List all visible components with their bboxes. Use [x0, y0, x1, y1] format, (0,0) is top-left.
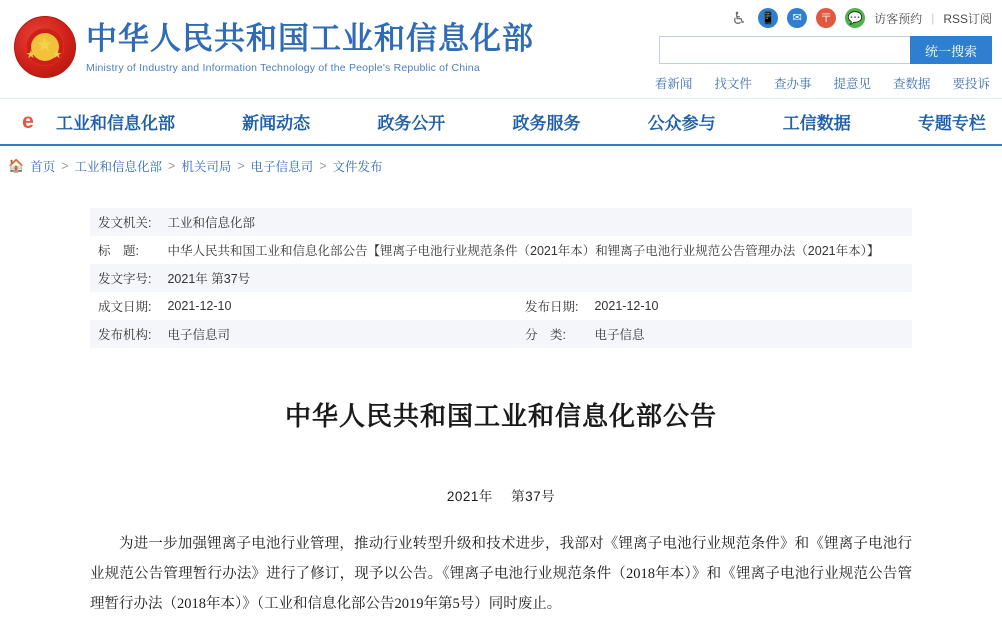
table-row: [90, 320, 912, 348]
search-input[interactable]: [659, 36, 910, 64]
utility-bar: [729, 8, 992, 28]
nav-item-government-disclosure[interactable]: 政务公开: [377, 114, 446, 133]
document-container: [0, 208, 1002, 619]
meta-value-issuer: 工业和信息化部: [167, 216, 255, 230]
quick-links: [655, 74, 990, 92]
mobile-phone-icon[interactable]: 📱: [758, 8, 778, 28]
quick-link-files[interactable]: 找文件: [714, 77, 752, 91]
meta-label-publish-date: 发布日期:: [524, 300, 579, 314]
breadcrumb-item-current: 文件发布: [332, 159, 383, 174]
site-title: [86, 21, 534, 74]
document-number: 2021年 第37号: [446, 489, 556, 504]
nav-item-special-topics[interactable]: 专题专栏: [917, 114, 986, 133]
search-button[interactable]: 统一搜索: [910, 36, 992, 64]
breadcrumb: [0, 146, 1002, 186]
table-row: [90, 208, 912, 236]
document-paragraph: 为进一步加强锂离子电池行业管理，推动行业转型升级和技术进步，我部对《锂离子电池行业规范条件》和《锂离子电池行业规范公告管理暂行办法》进行了修订，现予以公告。《锂离子电池行业规范条件（2018年本）》和《锂离子电池行业规范公告管理暂行办法（2018年本）》（工业和信息化部公告2019年第5号）同时废止。: [90, 536, 912, 612]
nav-item-ministry[interactable]: 工业和信息化部: [56, 114, 175, 133]
page-title: 中华人民共和国工业和信息化部公告: [284, 401, 717, 431]
visitor-booking-link[interactable]: 访客预约: [874, 11, 923, 26]
nav-item-public-participation[interactable]: 公众参与: [647, 114, 716, 133]
breadcrumb-item-ministry[interactable]: 工业和信息化部: [74, 159, 163, 174]
breadcrumb-item-electronic-info[interactable]: 电子信息司: [250, 159, 314, 174]
document-meta-table: [90, 208, 912, 348]
quick-link-news[interactable]: 看新闻: [654, 77, 693, 91]
mail-icon[interactable]: ✉: [787, 8, 807, 28]
document-body: [90, 529, 912, 619]
quick-link-services[interactable]: 查办事: [773, 77, 812, 91]
table-row: [90, 264, 912, 292]
nav-item-government-services[interactable]: 政务服务: [512, 114, 581, 133]
meta-label-issuer: 发文机关:: [98, 216, 152, 230]
rss-link[interactable]: RSS订阅: [943, 11, 992, 26]
home-icon: 🏠: [8, 157, 25, 173]
breadcrumb-separator: >: [319, 158, 327, 173]
meta-value-title: 中华人民共和国工业和信息化部公告【锂离子电池行业规范条件（2021年本）和锂离子电池行业规范公告管理办法（2021年本）】: [167, 244, 880, 258]
nav-item-industry-data[interactable]: 工信数据: [782, 114, 851, 133]
quick-link-complaint[interactable]: 要投诉: [952, 77, 990, 91]
meta-label-title: 标 题:: [98, 244, 139, 258]
meta-label-category: 分 类:: [524, 328, 566, 342]
search-form: [659, 36, 992, 64]
site-title-cn: 中华人民共和国工业和信息化部: [86, 21, 534, 56]
breadcrumb-item-home[interactable]: 首页: [30, 159, 56, 174]
quick-link-data[interactable]: 查数据: [892, 77, 931, 91]
breadcrumb-item-departments[interactable]: 机关司局: [181, 159, 232, 174]
table-row: [90, 292, 912, 320]
meta-label-written-date: 成文日期:: [98, 300, 152, 314]
meta-label-docnumber: 发文字号:: [98, 272, 152, 286]
weibo-icon[interactable]: 〒: [816, 8, 836, 28]
national-emblem-icon: ★ ★ ★: [14, 16, 76, 78]
table-row: [90, 236, 912, 264]
meta-value-written-date: 2021-12-10: [167, 299, 232, 313]
utility-separator: |: [931, 11, 935, 25]
meta-value-publish-date: 2021-12-10: [594, 299, 659, 313]
site-title-en: Ministry of Industry and Information Technology of the People's Republic of China: [86, 62, 480, 74]
meta-value-docnumber: 2021年 第37号: [167, 272, 251, 286]
meta-value-publisher: 电子信息司: [167, 328, 230, 342]
quick-link-feedback[interactable]: 提意见: [833, 77, 871, 91]
wechat-icon[interactable]: 💬: [845, 8, 865, 28]
nav-item-news[interactable]: 新闻动态: [242, 114, 311, 133]
site-header: [0, 0, 1002, 98]
breadcrumb-separator: >: [61, 158, 69, 173]
breadcrumb-separator: >: [168, 158, 176, 173]
main-nav: [0, 98, 1002, 146]
breadcrumb-separator: >: [237, 158, 245, 173]
brand-mark-icon: e: [22, 109, 34, 133]
meta-label-publisher: 发布机构:: [98, 328, 152, 342]
meta-value-category: 电子信息: [594, 328, 645, 342]
accessibility-icon[interactable]: ♿: [731, 8, 747, 28]
